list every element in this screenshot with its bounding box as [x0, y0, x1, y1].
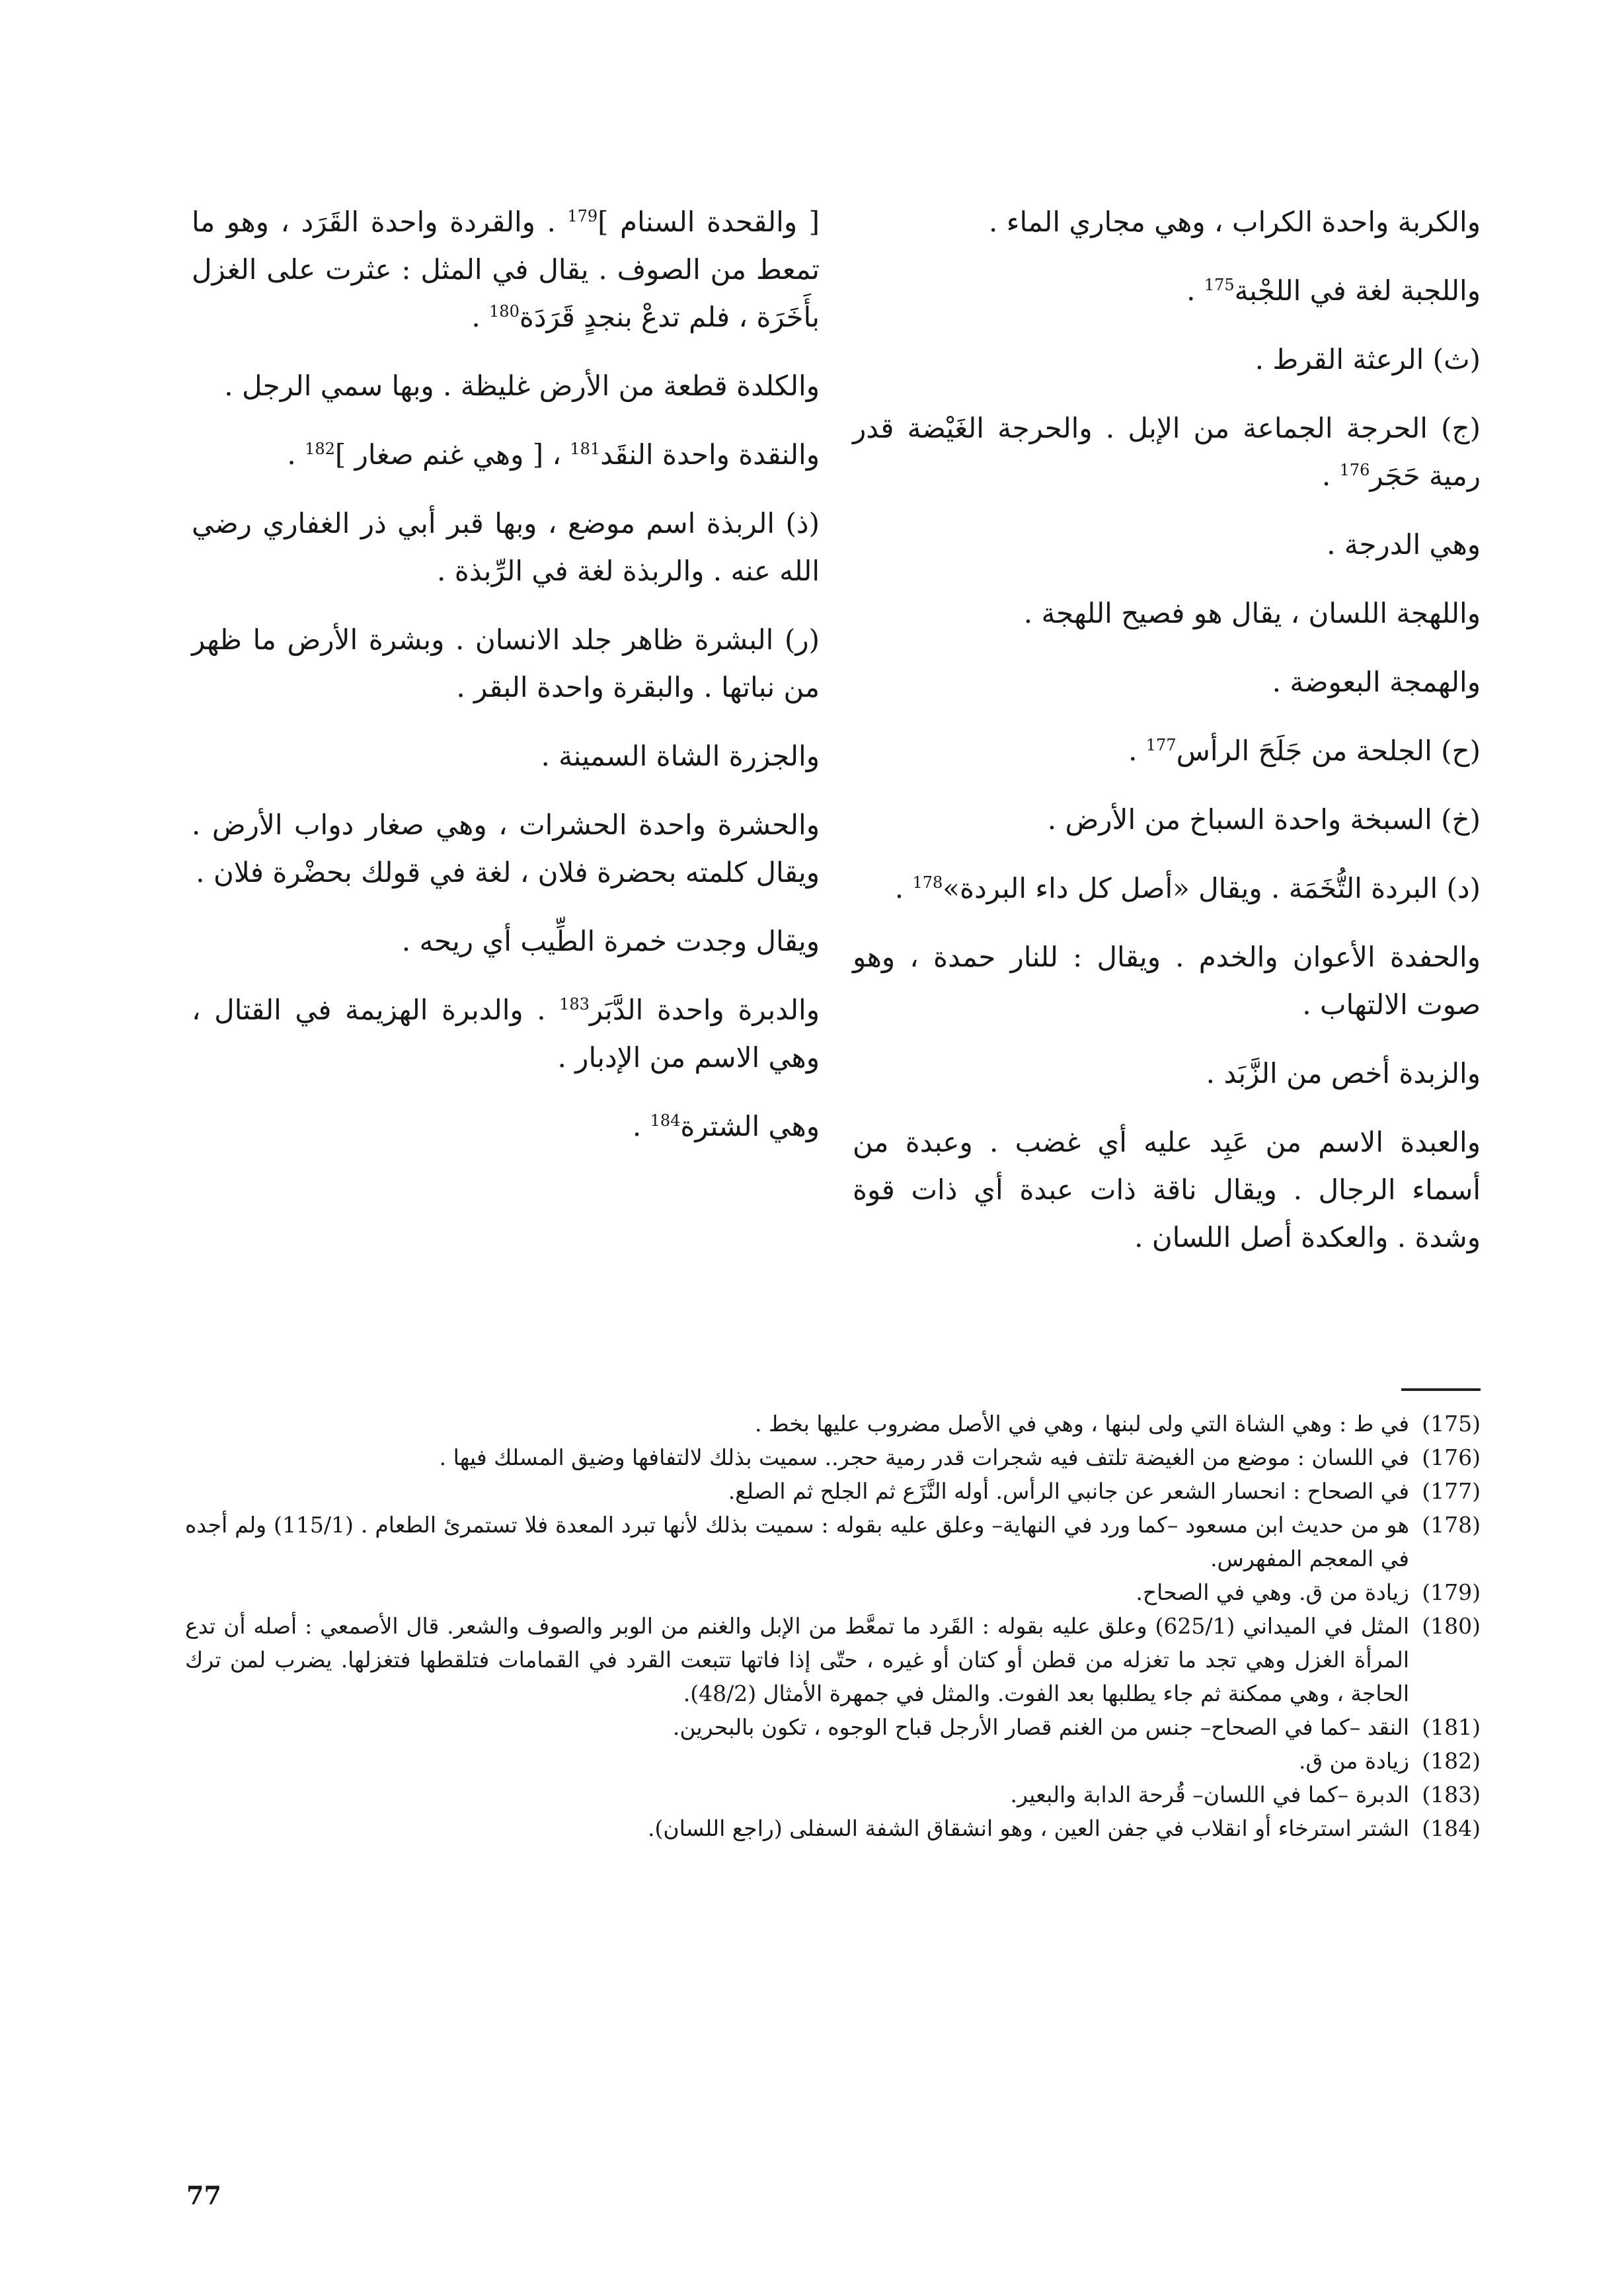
- footnote-number: (182): [1422, 1748, 1481, 1774]
- footnote-number: (177): [1422, 1478, 1481, 1504]
- footnote-ref[interactable]: 183: [559, 995, 590, 1013]
- footnote-ref[interactable]: 175: [1204, 276, 1235, 294]
- paragraph-text: والعبدة الاسم من عَبِد عليه أي غضب . وعبدة من أسماء الرجال . ويقال ناقة ذات عبدة أي ذات قوة وشدة . والعكدة أصل اللسان .: [853, 1126, 1481, 1253]
- footnote-ref[interactable]: 181: [570, 440, 601, 458]
- paragraph-text: (ذ) الربذة اسم موضع ، وبها قبر أبي ذر الغفاري رضي الله عنه . والربذة لغة في الرِّبذة .: [192, 507, 820, 587]
- footnote-ref[interactable]: 179: [567, 207, 598, 225]
- paragraph-text: .: [471, 301, 490, 333]
- paragraph: [853, 1119, 1481, 1261]
- paragraph-text: .: [287, 438, 305, 471]
- footnote-item: [185, 1508, 1481, 1575]
- footnote-item: [185, 1575, 1481, 1609]
- footnote-text: الشتر استرخاء أو انقلاب في جفن العين ، وهو انشقاق الشفة السفلى (راجع اللسان).: [648, 1815, 1409, 1841]
- paragraph: [192, 801, 820, 896]
- footnote-ref[interactable]: 182: [305, 440, 335, 458]
- paragraph-text: وهي الدرجة .: [1327, 528, 1481, 561]
- paragraph: [192, 732, 820, 780]
- paragraph-text: (ح) الجلحة من جَلَحَ الرأس: [1176, 734, 1481, 767]
- paragraph: [853, 865, 1481, 912]
- paragraph-text: والكلدة قطعة من الأرض غليظة . وبها سمي الرجل .: [224, 370, 820, 402]
- footnote-number: (180): [1422, 1613, 1481, 1639]
- paragraph-text: والكربة واحدة الكراب ، وهي مجاري الماء .: [989, 206, 1481, 238]
- footnote-text: في ط : وهي الشاة التي ولى لبنها ، وهي في الأصل مضروب عليها بخط .: [755, 1411, 1409, 1437]
- paragraph-text: .: [1186, 274, 1204, 307]
- footnote-item: [185, 1744, 1481, 1778]
- paragraph-text: (ر) البشرة ظاهر جلد الانسان . وبشرة الأرض ما ظهر من نباتها . والبقرة واحدة البقر .: [192, 623, 820, 703]
- footnote-number: (184): [1422, 1815, 1481, 1841]
- paragraph: [853, 727, 1481, 775]
- paragraph: [853, 521, 1481, 569]
- paragraph: [853, 198, 1481, 246]
- footnote-text: النقد –كما في الصحاح– جنس من الغنم قصار الأرجل قباح الوجوه ، تكون بالبحرين.: [672, 1714, 1409, 1740]
- paragraph: [192, 1103, 820, 1150]
- paragraph: [192, 431, 820, 479]
- paragraph-text: (ث) الرعثة القرط .: [1255, 343, 1481, 376]
- paragraph-text: (د) البردة التُّخَمَة . ويقال «أصل كل داء البردة»: [943, 872, 1481, 904]
- paragraph: [192, 918, 820, 965]
- paragraph-text: واللجبة لغة في اللجْبة: [1234, 274, 1481, 307]
- paragraph: [192, 362, 820, 410]
- paragraph-text: والحفدة الأعوان والخدم . ويقال : للنار حمدة ، وهو صوت الالتهاب .: [853, 941, 1481, 1021]
- footnote-text: الدبرة –كما في اللسان– قُرحة الدابة والبعير.: [1010, 1782, 1409, 1807]
- paragraph-text: .: [1321, 459, 1340, 492]
- footnote-item: [185, 1811, 1481, 1845]
- footnote-number: (183): [1422, 1782, 1481, 1807]
- paragraph: [853, 405, 1481, 500]
- paragraph: [192, 198, 820, 341]
- left-column: [192, 198, 820, 1171]
- footnote-ref[interactable]: 177: [1145, 736, 1177, 754]
- footnote-number: (178): [1422, 1512, 1481, 1538]
- footnote-text: المثل في الميداني (625/1) وعلق عليه بقوله : القَرد ما تمعَّط من الإبل والغنم من الوبر والصوف والشعر. قال الأصمعي : أصله أن تدع المرأة الغزل وهي تجد ما تغزله من قطن أو كتان أو غيره ، حتّى إذا فاتها تتبعت القرد في القمامات فتلقطها فتغزلها. يضرب لمن ترك الحاجة ، وهي ممكنة ثم جاء يطلبها بعد الفوت. والمثل في جمهرة الأمثال (48/2).: [185, 1613, 1409, 1706]
- paragraph: [192, 500, 820, 595]
- footnote-item: [185, 1474, 1481, 1508]
- footnote-number: (176): [1422, 1445, 1481, 1470]
- paragraph-text: والجزرة الشاة السمينة .: [541, 740, 820, 772]
- paragraph-text: واللهجة اللسان ، يقال هو فصيح اللهجة .: [1023, 597, 1481, 629]
- paragraph-text: والزبدة أخص من الزَّبَد .: [1206, 1057, 1481, 1089]
- footnote-ref[interactable]: 176: [1339, 461, 1370, 479]
- paragraph-text: .: [894, 872, 913, 904]
- footnote-item: [185, 1609, 1481, 1710]
- paragraph-text: والحشرة واحدة الحشرات ، وهي صغار دواب الأرض . ويقال كلمته بحضرة فلان ، لغة في قولك بحضْرة فلان .: [192, 809, 820, 889]
- footnote-number: (181): [1422, 1714, 1481, 1740]
- footnote-separator: [1401, 1388, 1481, 1391]
- paragraph-text: والنقدة واحدة النقَد: [600, 438, 820, 471]
- footnote-text: زيادة من ق.: [1298, 1748, 1409, 1774]
- paragraph: [853, 336, 1481, 383]
- footnote-item: [185, 1778, 1481, 1811]
- paragraph-text: . والدبرة الهزيمة في القتال ، وهي الاسم من الإدبار .: [192, 994, 820, 1074]
- footnote-item: [185, 1710, 1481, 1744]
- paragraph: [853, 267, 1481, 315]
- footnote-number: (175): [1422, 1411, 1481, 1437]
- paragraph-text: وهي الشترة: [680, 1110, 820, 1142]
- paragraph-text: والهمجة البعوضة .: [1272, 666, 1481, 698]
- footnote-text: زيادة من ق. وهي في الصحاح.: [1136, 1579, 1409, 1605]
- paragraph: [853, 933, 1481, 1029]
- paragraph: [853, 796, 1481, 844]
- paragraph: [853, 590, 1481, 637]
- paragraph-text: . والقردة واحدة القَرَد ، وهو ما تمعط من الصوف . يقال في المثل : عثرت على الغزل بأَخَرَة ، فلم تدعْ بنجدٍ قَرَدَة: [192, 206, 820, 333]
- footnote-item: [185, 1441, 1481, 1474]
- footnote-number: (179): [1422, 1579, 1481, 1605]
- paragraph-text: ، [ وهي غنم صغار ]: [334, 438, 570, 471]
- footnote-text: في الصحاح : انحسار الشعر عن جانبي الرأس. أوله النَّزَع ثم الجلح ثم الصلع.: [728, 1478, 1409, 1504]
- footnote-text: في اللسان : موضع من الغيضة تلتف فيه شجرات قدر رمية حجر.. سميت بذلك لالتفافها وضيق المسلك فيها .: [439, 1445, 1409, 1470]
- paragraph-text: .: [632, 1110, 650, 1142]
- paragraph-text: والدبرة واحدة الدَّبَر: [589, 994, 820, 1026]
- footnote-text: هو من حديث ابن مسعود –كما ورد في النهاية– وعلق عليه بقوله : سميت بذلك لأنها تبرد المعدة فلا تستمرئ الطعام . (115/1) ولم أجده في المعجم المفهرس.: [185, 1512, 1409, 1571]
- paragraph-text: .: [1128, 734, 1146, 767]
- footnote-ref[interactable]: 180: [489, 302, 520, 321]
- page-number: 77: [186, 2180, 221, 2210]
- paragraph: [853, 1050, 1481, 1097]
- paragraph-text: [ والقحدة السنام ]: [598, 206, 820, 238]
- paragraph: [192, 616, 820, 711]
- paragraph-text: (ج) الحرجة الجماعة من الإبل . والحرجة الغَيْضة قدر رمية حَجَر: [853, 412, 1481, 492]
- paragraph-text: (خ) السبخة واحدة السباخ من الأرض .: [1047, 803, 1481, 836]
- right-column: [853, 198, 1481, 1283]
- paragraph-text: ويقال وجدت خمرة الطِّيب أي ريحه .: [401, 925, 820, 957]
- paragraph: [192, 986, 820, 1082]
- paragraph: [853, 658, 1481, 706]
- footnote-ref[interactable]: 184: [650, 1111, 681, 1130]
- footnotes: [185, 1407, 1481, 1845]
- footnote-item: [185, 1407, 1481, 1441]
- footnote-ref[interactable]: 178: [912, 873, 943, 892]
